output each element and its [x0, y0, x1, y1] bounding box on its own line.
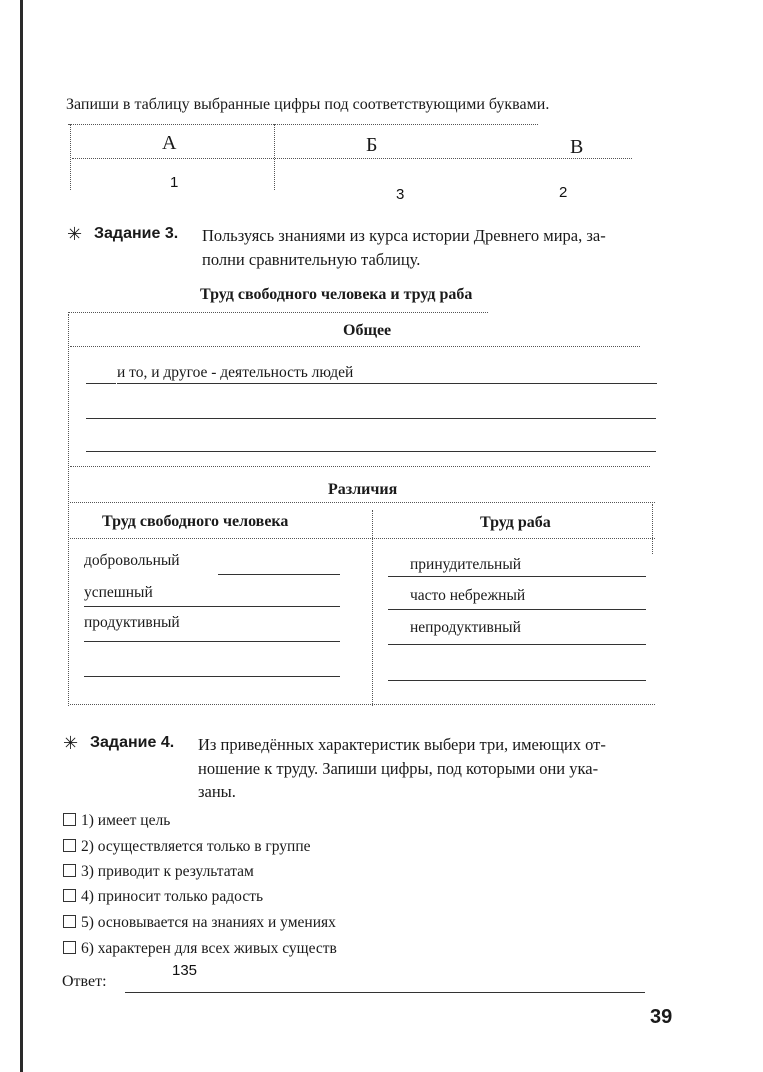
header-a: А	[162, 132, 177, 154]
differences-heading: Различия	[328, 481, 398, 498]
answer-label: Ответ:	[62, 973, 107, 990]
answer-line-1	[117, 383, 657, 384]
checkbox-icon[interactable]	[63, 889, 76, 902]
slave-item-1: принудительный	[410, 556, 522, 573]
answer-line-2	[86, 418, 656, 419]
col-slave-heading: Труд раба	[480, 514, 551, 531]
table-top-border	[68, 312, 488, 313]
free-line-4	[84, 676, 340, 677]
table-bottom-border	[70, 704, 655, 705]
task3-label: Задание 3.	[94, 225, 179, 242]
common-bottom-border	[70, 466, 650, 467]
option-5-text: 5) основывается на знаниях и умениях	[81, 914, 336, 931]
task4-line3: заны.	[198, 782, 236, 801]
option-3-text: 3) приводит к результатам	[81, 863, 254, 880]
table-border-top	[68, 124, 538, 125]
top-instruction: Запиши в таблицу выбранные цифры под соответствующими буквами.	[66, 96, 550, 113]
common-under-line	[70, 346, 640, 347]
option-2[interactable]	[63, 838, 311, 856]
table-right-border	[652, 504, 653, 554]
answer-line[interactable]	[125, 992, 645, 993]
asterisk-icon: ✳	[67, 224, 83, 245]
comparison-table-title: Труд свободного человека и труд раба	[200, 286, 473, 303]
option-4-text: 4) приносит только радость	[81, 888, 264, 905]
task3-line2: полни сравнительную таблицу.	[202, 250, 421, 269]
answer-line-prefix	[86, 383, 116, 384]
table-border-mid	[72, 158, 632, 159]
option-4[interactable]	[63, 888, 263, 906]
answer-line-3	[86, 451, 656, 452]
checkbox-icon[interactable]	[63, 839, 76, 852]
column-divider	[372, 510, 373, 706]
free-item-1: добровольный	[84, 552, 180, 569]
checkbox-icon[interactable]	[63, 915, 76, 928]
free-item-2: успешный	[84, 584, 153, 601]
slave-line-1	[388, 576, 646, 577]
slave-line-3	[388, 644, 646, 645]
task4-line2: ношение к труду. Запиши цифры, под которыми они ука-	[198, 759, 599, 778]
common-heading: Общее	[343, 322, 392, 339]
page-number: 39	[650, 1006, 673, 1028]
table-border-left	[70, 124, 71, 190]
answer-value: 135	[172, 962, 198, 979]
binding-margin-line	[20, 0, 23, 1072]
task4-label: Задание 4.	[90, 734, 175, 751]
slave-item-2: часто небрежный	[410, 587, 526, 604]
asterisk-icon: ✳	[63, 733, 79, 754]
column-heading-under-line	[70, 538, 655, 539]
table-divider	[274, 124, 275, 190]
slave-item-3: непродуктивный	[410, 619, 521, 636]
answer-a: 1	[170, 174, 179, 191]
slave-line-2	[388, 609, 646, 610]
common-answer: и то, и другое - деятельность людей	[117, 364, 354, 381]
answer-v: 2	[559, 184, 568, 201]
option-5[interactable]	[63, 914, 336, 932]
answer-b: 3	[396, 186, 405, 203]
header-v: В	[570, 136, 584, 158]
free-item-3: продуктивный	[84, 614, 180, 631]
task3-line1: Пользуясь знаниями из курса истории Древнего мира, за-	[202, 226, 606, 245]
free-line-2	[84, 606, 340, 607]
header-b: Б	[366, 134, 378, 156]
table-left-border	[68, 314, 69, 706]
option-6-text: 6) характерен для всех живых существ	[81, 940, 337, 957]
option-1[interactable]	[63, 812, 170, 830]
option-3[interactable]	[63, 863, 254, 881]
task4-line1: Из приведённых характеристик выбери три, имеющих от-	[198, 735, 606, 754]
checkbox-icon[interactable]	[63, 813, 76, 826]
col-free-heading: Труд свободного человека	[102, 513, 289, 530]
option-2-text: 2) осуществляется только в группе	[81, 838, 311, 855]
free-line-1	[218, 574, 340, 575]
free-line-3	[84, 641, 340, 642]
option-1-text: 1) имеет цель	[81, 812, 171, 829]
checkbox-icon[interactable]	[63, 941, 76, 954]
checkbox-icon[interactable]	[63, 864, 76, 877]
slave-line-4	[388, 680, 646, 681]
differences-under-line	[70, 502, 655, 503]
option-6[interactable]	[63, 940, 337, 958]
